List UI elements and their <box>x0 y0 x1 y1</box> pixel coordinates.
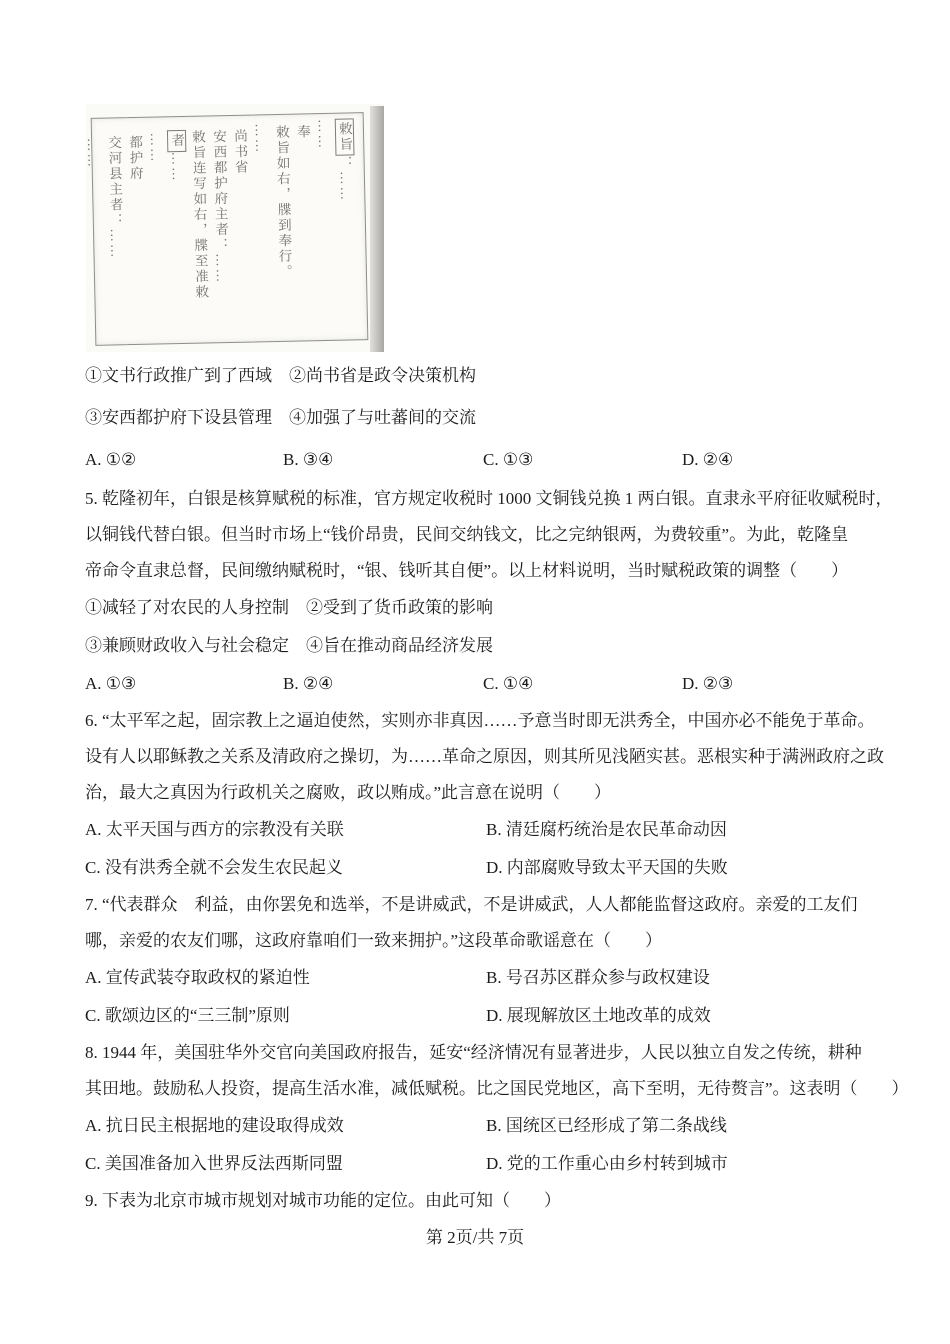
q5-stem-line-2: ③兼顾财政收入与社会稳定 ④旨在推动商品经济发展 <box>85 636 493 655</box>
document-column: …… <box>85 137 101 169</box>
page-number: 第 2页/共 7页 <box>425 1228 525 1247</box>
q4-stem-line-2: ③安西都护府下设县管理 ④加强了与吐蕃间的交流 <box>85 408 476 427</box>
document-frame <box>85 112 369 346</box>
q7-option-a: A. 宣传武装夺取政权的紧迫性 <box>85 968 310 987</box>
q8-option-d: D. 党的工作重心由乡村转到城市 <box>486 1154 728 1173</box>
question-area <box>85 355 909 1219</box>
document-column: 奉 <box>294 124 311 141</box>
q8-paragraph-line-2: 其田地。鼓励私人投资，提高生活水准，减低赋税。比之国民党地区，高下至明，无待赘言”。这表明（ ） <box>85 1079 909 1098</box>
q7-paragraph-line-2: 哪，亲爱的农友们哪，这政府靠咱们一致来拥护。”这段革命歌谣意在（ ） <box>85 931 663 950</box>
q6-paragraph-line-1: 6. “太平军之起，固宗教上之逼迫使然，实则亦非真因……予意当时即无洪秀全，中国亦必不能免于革命。 <box>85 711 875 730</box>
boxed-chars: 者 <box>167 130 186 152</box>
boxed-chars: 敕旨 <box>335 118 355 155</box>
q4-option-b: B. ③④ <box>283 450 334 469</box>
column-text: 敕旨连写如右，牒至准敕 <box>189 129 209 301</box>
document-column: …… <box>252 123 269 155</box>
q4-option-d: D. ②④ <box>682 450 734 469</box>
q5-option-a: A. ①③ <box>85 674 137 693</box>
q6-option-a: A. 太平天国与西方的宗教没有关联 <box>85 820 344 839</box>
q8-option-a: A. 抗日民主根据地的建设取得成效 <box>85 1116 344 1135</box>
q7-paragraph-line-1: 7. “代表群众 利益，由你罢免和选举，不是讲威武，不是讲威武，人人都能监督这政府。亲爱的工友们 <box>85 895 858 914</box>
q9-paragraph-line-1: 9. 下表为北京市城市规划对城市功能的定位。由此可知（ ） <box>85 1191 561 1210</box>
q4-options-row <box>85 439 875 481</box>
q5-option-d: D. ②③ <box>682 674 734 693</box>
document-column: 都护府 <box>127 134 143 182</box>
q7-options-row-1 <box>85 959 875 997</box>
vertical-text <box>85 118 359 339</box>
document-photo <box>86 104 384 352</box>
q8-option-c: C. 美国准备加入世界反法西斯同盟 <box>85 1154 343 1173</box>
q6-option-b: B. 清廷腐朽统治是农民革命动因 <box>486 820 727 839</box>
q5-paragraph-line-2: 以铜钱代替白银。但当时市场上“钱价昂贵，民间交纳钱文，比之完纳银两，为费较重”。为此，乾隆皇 <box>85 525 849 544</box>
q5-options-row <box>85 665 875 703</box>
q8-options-row-1 <box>85 1107 875 1145</box>
q7-option-d: D. 展现解放区土地改革的成效 <box>486 1006 711 1025</box>
column-text: …… <box>169 151 186 183</box>
q6-paragraph-line-2: 设有人以耶稣教之关系及清政府之操切，为……革命之原因，则其所见浅陋实甚。恶根实种于满洲政府之政 <box>85 747 884 766</box>
document-column <box>166 129 212 338</box>
q5-stem-line-1: ①减轻了对农民的人身控制 ②受到了货币政策的影响 <box>85 598 493 617</box>
q6-option-c: C. 没有洪秀全就不会发生农民起义 <box>85 858 343 877</box>
q6-paragraph-line-3: 治，最大之真因为行政机关之腐败，政以贿成。”此言意在说明（ ） <box>85 783 612 802</box>
document-column: 安西都护府主者：…… <box>210 129 230 285</box>
document-column: …… <box>315 118 332 151</box>
document-column: 敕旨如右，牒到奉行。 <box>273 124 293 281</box>
q6-options-row-1 <box>85 811 875 849</box>
q6-options-row-2 <box>85 849 875 887</box>
q7-option-b: B. 号召苏区群众参与政权建设 <box>486 968 710 987</box>
q5-option-b: B. ②④ <box>283 674 334 693</box>
document-column: 尚书省 <box>231 128 248 176</box>
document-column: 交河县主者：…… <box>106 135 124 260</box>
q5-paragraph-line-3: 帝命令直隶总督，民间缴纳赋税时，“银、钱听其自便”。以上材料说明，当时赋税政策的调整（ ） <box>85 561 849 580</box>
q5-option-c: C. ①④ <box>483 674 534 693</box>
q4-option-c: C. ①③ <box>483 450 534 469</box>
q4-option-a: A. ①② <box>85 450 137 469</box>
q5-paragraph-line-1: 5. 乾隆初年，白银是核算赋税的标准，官方规定收税时 1000 文铜钱兑换 1 两白银。直隶永平府征收赋税时， <box>85 489 893 508</box>
q7-option-c: C. 歌颂边区的“三三制”原则 <box>85 1006 290 1025</box>
scan-shadow <box>370 106 384 352</box>
q4-stem-line-1: ①文书行政推广到了西域 ②尚书省是政令决策机构 <box>85 366 476 385</box>
q8-option-b: B. 国统区已经形成了第二条战线 <box>486 1116 727 1135</box>
q6-option-d: D. 内部腐败导致太平天国的失败 <box>486 858 728 877</box>
q8-options-row-2 <box>85 1145 875 1183</box>
column-text: ：…… <box>337 155 354 203</box>
q7-options-row-2 <box>85 997 875 1035</box>
q8-paragraph-line-1: 8. 1944 年，美国驻华外交官向美国政府报告，延安“经济情况有显著进步，人民以独立自发之传统，耕种 <box>85 1043 862 1062</box>
document-column: …… <box>147 132 164 164</box>
